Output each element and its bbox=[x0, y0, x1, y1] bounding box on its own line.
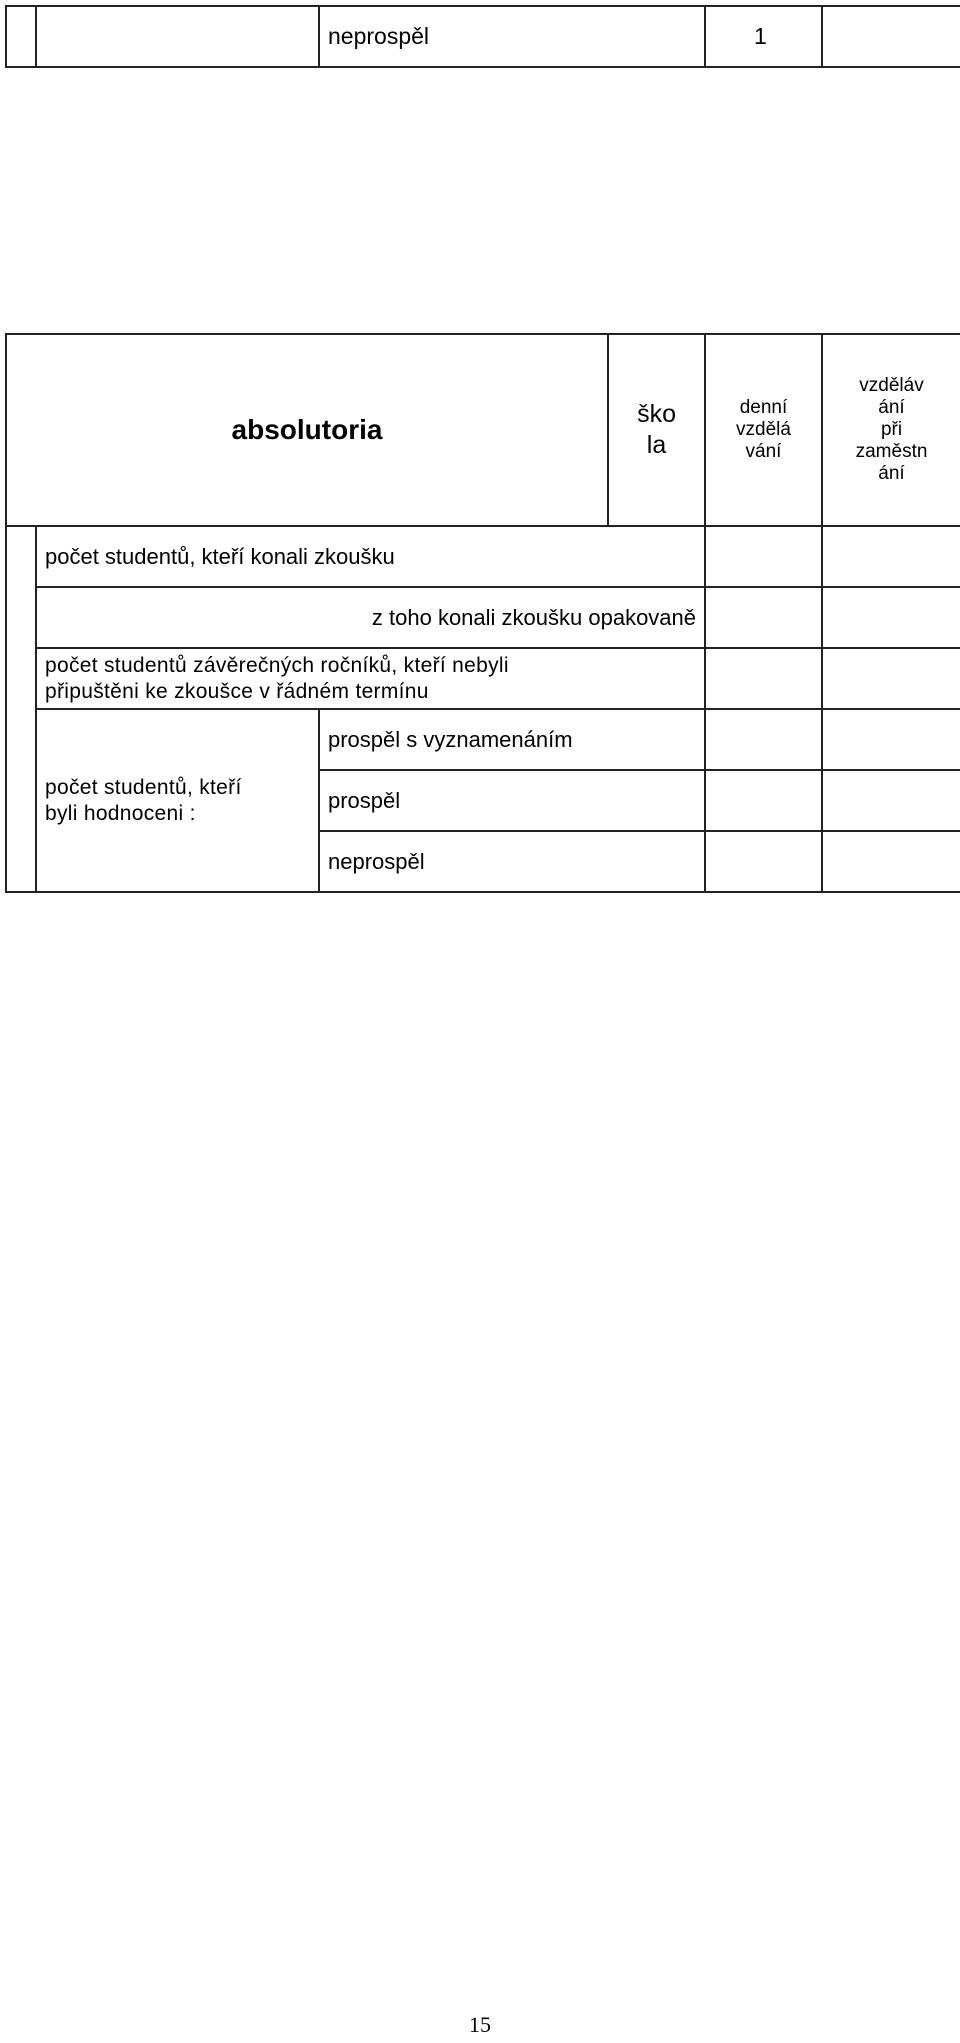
value-cell bbox=[705, 831, 822, 892]
row-label-vyznamenani: prospěl s vyznamenáním bbox=[319, 709, 705, 770]
header-line: při bbox=[880, 419, 903, 440]
page-number: 15 bbox=[469, 2012, 491, 2037]
label-line: připuštěni ke zkoušce v řádném termínu bbox=[45, 679, 429, 703]
table-row bbox=[6, 526, 960, 587]
label-line: počet studentů závěrečných ročníků, kteří nebyli bbox=[45, 653, 509, 677]
header-row bbox=[6, 334, 960, 526]
table-row bbox=[6, 6, 960, 67]
row-label-opakovane: z toho konali zkoušku opakovaně bbox=[36, 587, 705, 648]
previous-table-fragment bbox=[5, 5, 960, 68]
value-cell bbox=[705, 770, 822, 831]
table-row bbox=[6, 587, 960, 648]
value-cell: 1 bbox=[705, 6, 822, 67]
header-line: vání bbox=[745, 441, 782, 462]
label-line: byli hodnoceni : bbox=[45, 801, 196, 825]
value-cell bbox=[822, 648, 960, 709]
value-cell bbox=[705, 526, 822, 587]
label-line: počet studentů, kteří bbox=[45, 775, 242, 799]
row-label-konali: počet studentů, kteří konali zkoušku bbox=[36, 526, 705, 587]
column-header-skola bbox=[608, 334, 705, 526]
row-label-prospel: prospěl bbox=[319, 770, 705, 831]
value-cell bbox=[705, 709, 822, 770]
table-title: absolutoria bbox=[6, 334, 608, 526]
row-label-hodnoceni bbox=[36, 709, 319, 892]
value-cell bbox=[822, 770, 960, 831]
header-line: la bbox=[646, 431, 667, 459]
header-line: vzdělá bbox=[736, 419, 791, 440]
row-label-nepripusteni bbox=[36, 648, 705, 709]
table-cell bbox=[36, 6, 319, 67]
header-line: denní bbox=[739, 397, 788, 418]
header-line: zaměstn bbox=[855, 441, 928, 462]
header-line: vzděláv bbox=[859, 375, 924, 396]
absolutoria-table bbox=[5, 333, 960, 893]
header-line: ško bbox=[637, 400, 676, 428]
table-row bbox=[6, 709, 960, 770]
value-cell bbox=[822, 587, 960, 648]
column-header-pri-zamestnani bbox=[822, 334, 960, 526]
table-row bbox=[6, 648, 960, 709]
value-cell bbox=[822, 709, 960, 770]
table-cell bbox=[822, 6, 960, 67]
header-line: ání bbox=[878, 463, 905, 484]
row-label-neprospel: neprospěl bbox=[319, 6, 705, 67]
header-line: ání bbox=[878, 397, 905, 418]
value-cell bbox=[822, 526, 960, 587]
table-cell bbox=[6, 6, 36, 67]
row-label-neprospel: neprospěl bbox=[319, 831, 705, 892]
value-cell bbox=[705, 587, 822, 648]
value-cell bbox=[705, 648, 822, 709]
column-header-denni bbox=[705, 334, 822, 526]
left-margin-cell bbox=[6, 526, 36, 892]
value-cell bbox=[822, 831, 960, 892]
